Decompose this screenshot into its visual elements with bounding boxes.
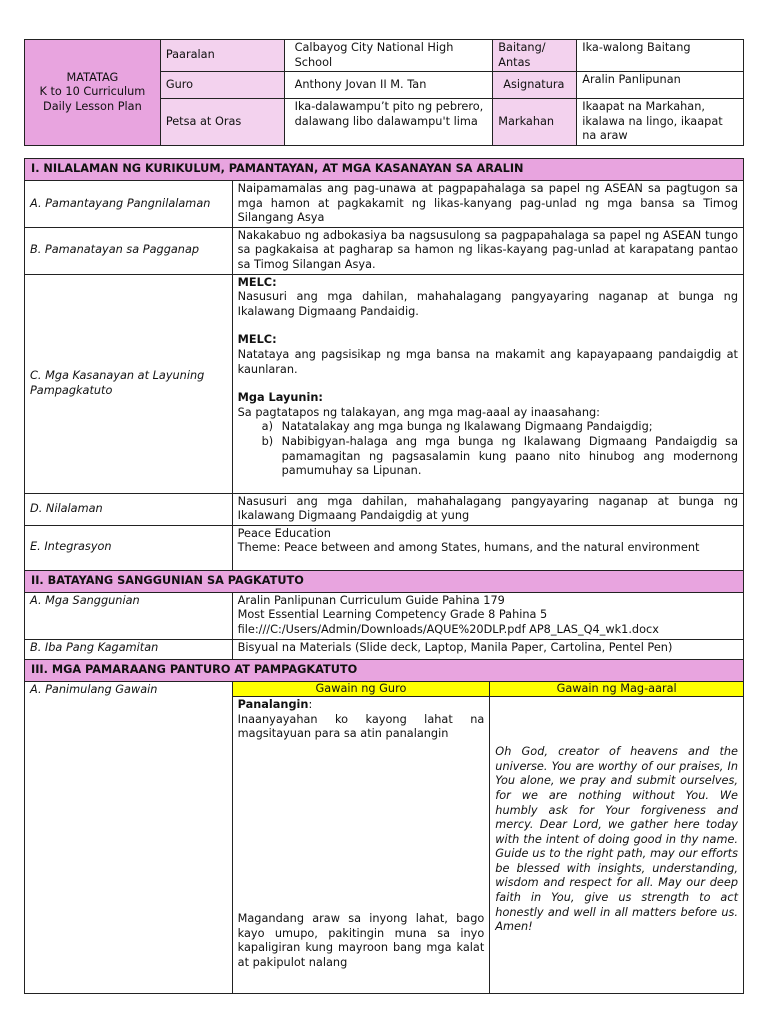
date-value: Ika-dalawampu’t pito ng pebrero, dalawang libo dalawampu't lima	[284, 99, 493, 146]
objective-item	[238, 420, 738, 435]
content-standard-text: Naipamamalas ang pag-unawa at pagpapahalaga sa papel ng ASEAN sa pagtugon sa mga hamon at pagkakamit ng likas-kanyang pag-unlad ng mga bansa sa Timog Silangang Asya	[232, 181, 743, 228]
objectives-intro: Sa pagtatapos ng talakayan, ang mga mag-aaal ay inaasahang:	[237, 405, 600, 419]
title-line-1: MATATAG	[66, 70, 119, 84]
quarter-label: Markahan	[493, 99, 577, 146]
prayer-heading: Panalangin:	[237, 698, 313, 712]
melc-1-text: Nasusuri ang mga dahilan, mahahalagang pangyayaring naganap at bunga ng Ikalawang Digmaang Pandaidig.	[237, 290, 738, 318]
header-table	[24, 39, 744, 146]
grade-label: Baitang/ Antas	[493, 40, 577, 72]
melc-2-heading: MELC:	[237, 333, 277, 347]
school-label: Paaralan	[160, 40, 284, 72]
teacher-instruction-1: Inaanyayahan ko kayong lahat na magsitayuan para sa atin panalangin	[237, 712, 485, 741]
performance-standard-label: B. Pamanatayan sa Pagganap	[25, 227, 233, 274]
melc-heading: MELC:	[237, 275, 277, 289]
objective-text: Natatalakay ang mga bunga ng Ikalawang Digmaang Pandaigdig;	[281, 420, 653, 434]
materials-label: B. Iba Pang Kagamitan	[25, 639, 233, 659]
materials-text: Bisyual na Materials (Slide deck, Laptop, Manila Paper, Cartolina, Pentel Pen)	[232, 639, 743, 659]
reference-line: Most Essential Learning Competency Grade 8 Pahina 5	[237, 608, 548, 622]
objective-text: Nabibigyan-halaga ang mga bunga ng Ikalawang Digmaang Pandaigdig sa pamamagitan ng pagsasalamin kung paano nito hinubog ang modernong pamumuhay sa Lipunan.	[281, 434, 738, 478]
teacher-value: Anthony Jovan II M. Tan	[284, 72, 493, 99]
integration-cell	[232, 525, 743, 570]
teacher-activity-header: Gawain ng Guro	[232, 681, 490, 697]
melc-2-text: Natataya ang pagsisikap ng mga bansa na makamit ang kapayapaang pandaigdig at kaunlaran.	[237, 347, 738, 376]
competencies-cell	[232, 274, 743, 493]
section-3-heading: III. MGA PAMARAANG PANTURO AT PAMPAGKATUTO	[25, 659, 744, 681]
integration-line-1: Peace Education	[237, 526, 331, 540]
competencies-label: C. Mga Kasanayan at Layuning Pampagkatuto	[25, 274, 233, 493]
objective-marker: a)	[261, 420, 273, 434]
curriculum-title	[25, 40, 161, 146]
objective-item	[238, 435, 738, 479]
title-line-2: K to 10 Curriculum	[39, 85, 146, 99]
performance-standard-text: Nakakabuo ng adbokasiya ba nagsusulong sa pagpapahalaga sa papel ng ASEAN tungo sa pagkakaisa at pagharap sa hamon ng likas-kayang pag-unlad at karapatang pantao sa Timog Silangan Asya.	[232, 227, 743, 274]
section-2-heading: II. BATAYANG SANGGUNIAN SA PAGKATUTO	[25, 570, 744, 592]
lesson-plan-table	[24, 158, 744, 994]
references-cell	[232, 592, 743, 639]
content-text: Nasusuri ang mga dahilan, mahahalagang pangyayaring naganap at bunga ng Ikalawang Digmaang Pandaigdig at yung	[232, 493, 743, 525]
student-prayer-text: Oh God, creator of heavens and the universe. You are worthy of our praises, In You alone, we pray and submit ourselves, for we are nothing without You. We humbly ask for Your forgiveness and mercy. Dear Lord, we gather here today with the intent of doing good in thy name. Guide us to the right path, may our efforts be blessed with insights, understanding, wisdom and respect for all. May our deep faith in You, give us strength to act honestly and well in all matters before us. Amen!	[490, 697, 744, 994]
opening-activity-label: A. Panimulang Gawain	[25, 681, 233, 994]
reference-line: file:///C:/Users/Admin/Downloads/AQUE%20DLP.pdf AP8_LAS_Q4_wk1.docx	[237, 622, 659, 636]
teacher-instruction-2: Magandang araw sa inyong lahat, bago kayo umupo, pakitingin muna sa inyo kapaligiran kung mayroon bang mga kalat at pakipulot nalang	[237, 911, 485, 969]
quarter-value: Ikaapat na Markahan, ikalawa na lingo, ikaapat na araw	[577, 99, 744, 146]
content-standard-label: A. Pamantayang Pangnilalaman	[25, 181, 233, 228]
integration-label: E. Integrasyon	[25, 525, 233, 570]
teacher-activity-cell	[232, 697, 490, 994]
subject-value: Aralin Panlipunan	[577, 72, 744, 99]
references-label: A. Mga Sanggunian	[25, 592, 233, 639]
content-label: D. Nilalaman	[25, 493, 233, 525]
reference-line: Aralin Panlipunan Curriculum Guide Pahina 179	[237, 593, 505, 607]
title-line-3: Daily Lesson Plan	[43, 99, 142, 113]
school-value: Calbayog City National High School	[284, 40, 493, 72]
grade-value: Ika-walong Baitang	[577, 40, 744, 72]
student-activity-header: Gawain ng Mag-aaral	[490, 681, 744, 697]
objective-marker: b)	[261, 434, 274, 448]
date-label: Petsa at Oras	[160, 99, 284, 146]
objectives-heading: Mga Layunin:	[237, 391, 323, 405]
integration-line-2: Theme: Peace between and among States, humans, and the natural environment	[237, 541, 700, 555]
prayer-heading-text: Panalangin	[237, 698, 309, 712]
subject-label: Asignatura	[493, 72, 577, 99]
section-1-heading: I. NILALAMAN NG KURIKULUM, PAMANTAYAN, AT MGA KASANAYAN SA ARALIN	[25, 159, 744, 181]
teacher-label: Guro	[160, 72, 284, 99]
objectives-list	[238, 420, 738, 478]
